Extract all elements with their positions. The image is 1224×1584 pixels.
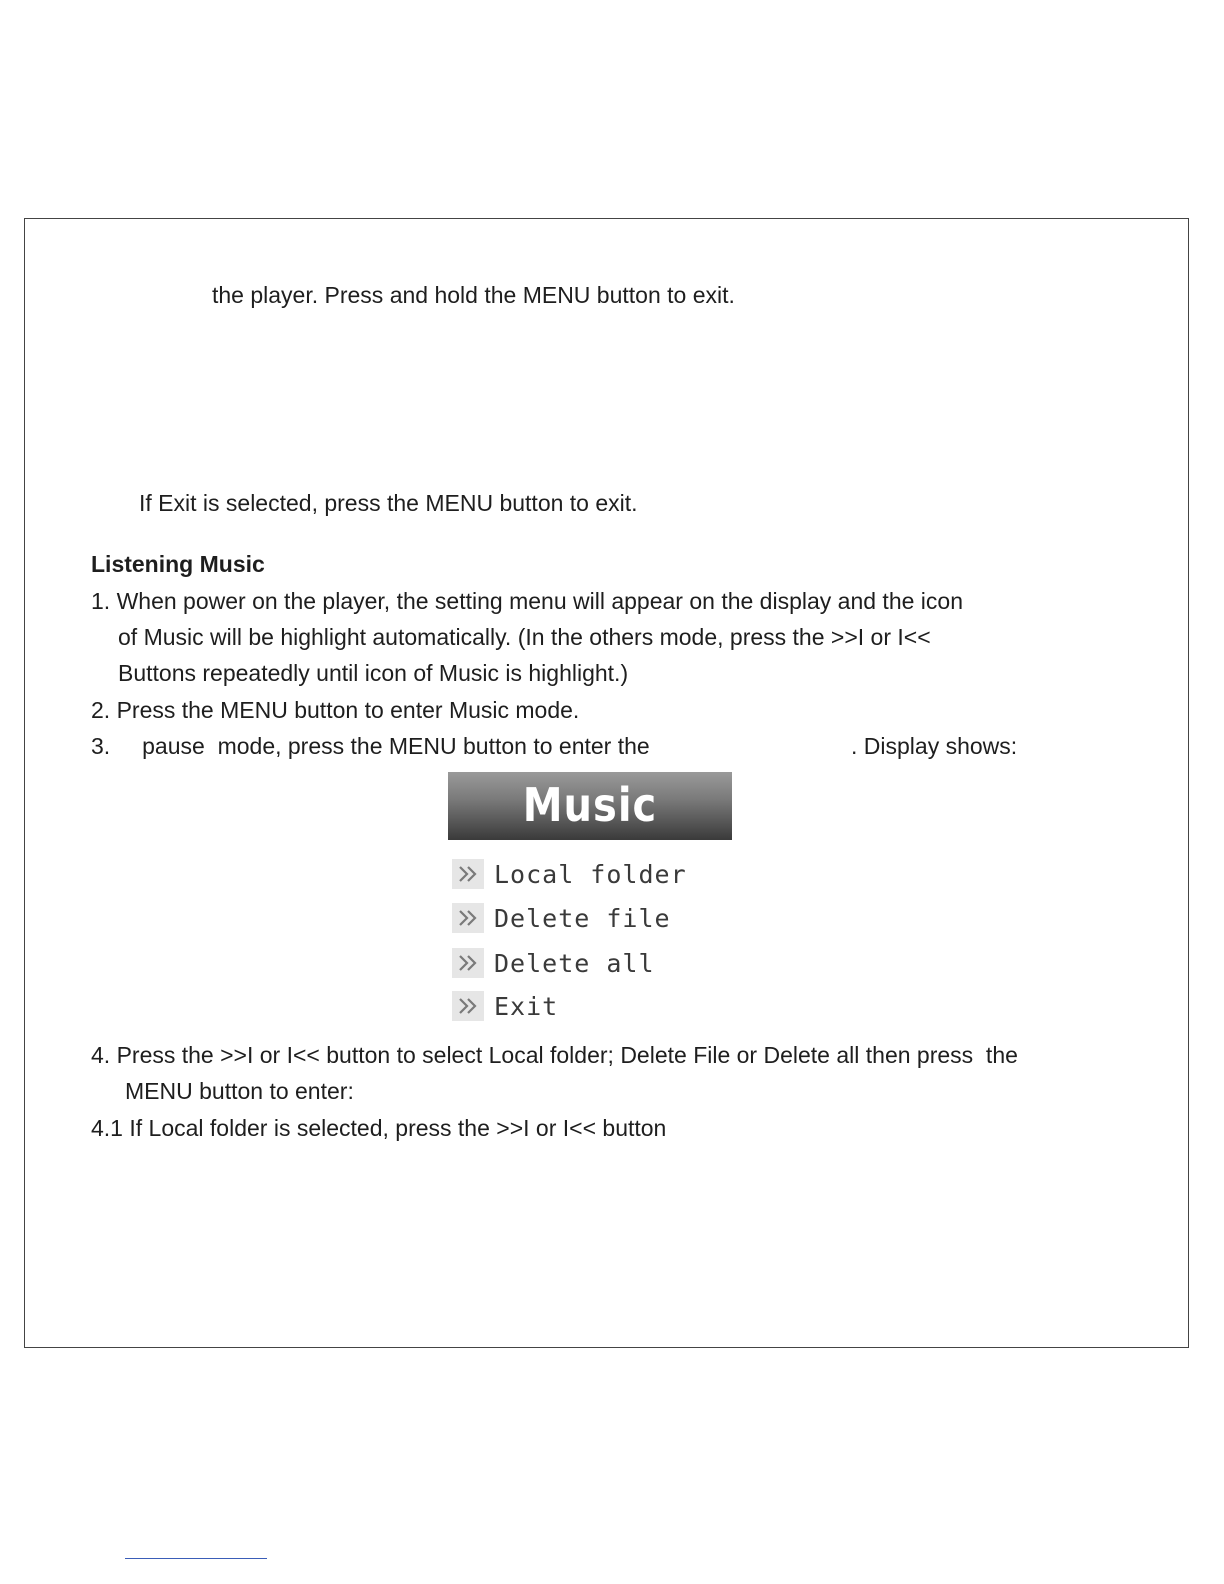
- text-line-exit: If Exit is selected, press the MENU button to exit.: [139, 490, 638, 516]
- step-1-line-2: of Music will be highlight automatically. (In the others mode, press the >>I or I<<: [118, 624, 931, 650]
- double-chevron-right-icon: [452, 903, 484, 933]
- footer-rule: [125, 1558, 267, 1559]
- step-3-part-1: 3. pause mode, press the MENU button to enter the: [91, 733, 650, 759]
- menu-item-label: Delete all: [494, 948, 655, 978]
- music-menu-screen: [448, 772, 732, 1024]
- step-2: 2. Press the MENU button to enter Music mode.: [91, 697, 580, 723]
- step-4-line-1: 4. Press the >>I or I<< button to select Local folder; Delete File or Delete all then press the: [91, 1042, 1018, 1068]
- text-line-continued: the player. Press and hold the MENU button to exit.: [212, 282, 735, 308]
- music-menu-title: Music: [522, 779, 658, 833]
- double-chevron-right-icon: [452, 991, 484, 1021]
- menu-item-local-folder[interactable]: [452, 856, 687, 892]
- double-chevron-right-icon: [452, 859, 484, 889]
- menu-item-exit[interactable]: [452, 988, 558, 1024]
- menu-item-label: Local folder: [494, 859, 687, 889]
- menu-item-delete-all[interactable]: [452, 945, 655, 981]
- step-3-part-2: . Display shows:: [851, 733, 1018, 759]
- double-chevron-right-icon: [452, 948, 484, 978]
- menu-item-delete-file[interactable]: [452, 900, 671, 936]
- step-1-line-3: Buttons repeatedly until icon of Music is highlight.): [118, 660, 629, 686]
- menu-item-label: Delete file: [494, 903, 671, 933]
- step-1-line-1: 1. When power on the player, the setting menu will appear on the display and the icon: [91, 588, 963, 614]
- step-4-1: 4.1 If Local folder is selected, press the >>I or I<< button: [91, 1115, 667, 1141]
- section-heading: Listening Music: [91, 551, 265, 577]
- step-4-line-2: MENU button to enter:: [125, 1078, 354, 1104]
- music-menu-header: [448, 772, 732, 840]
- menu-item-label: Exit: [494, 991, 559, 1021]
